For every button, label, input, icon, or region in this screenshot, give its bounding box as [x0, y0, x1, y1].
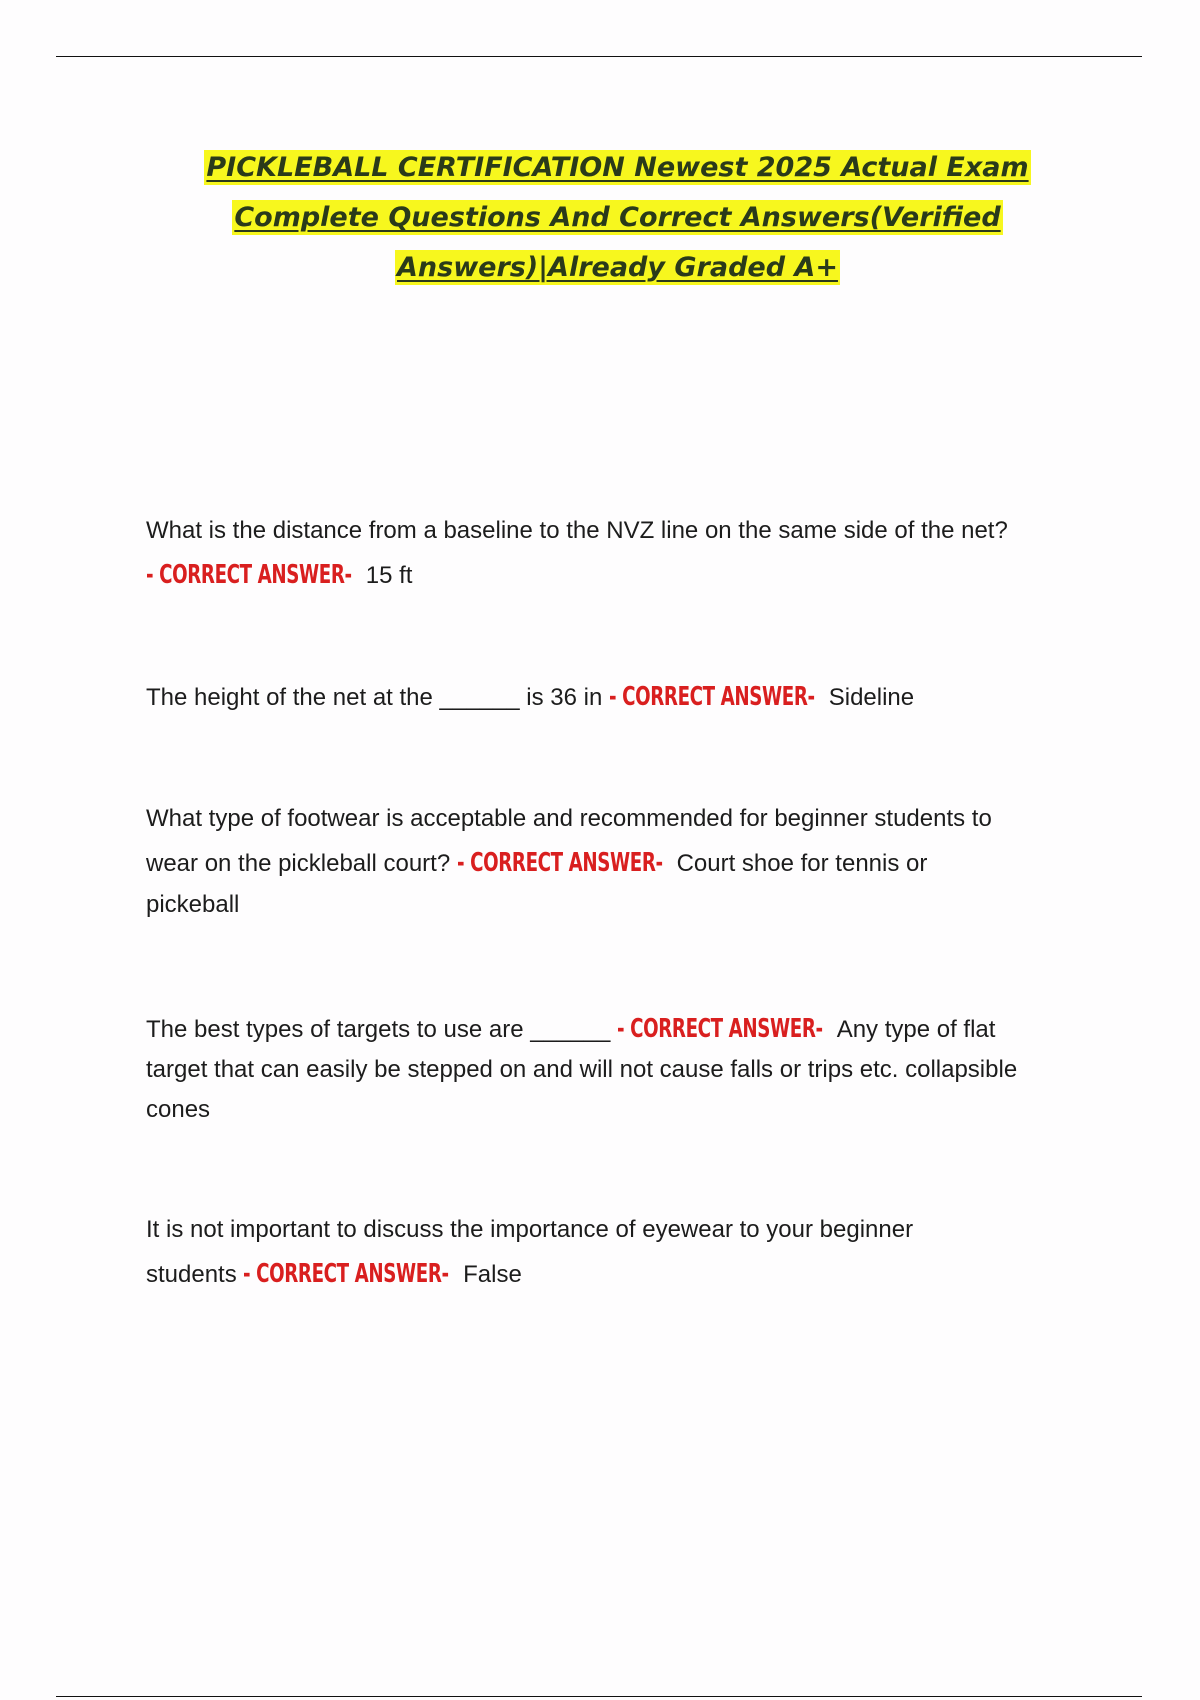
question-text: wear on the pickleball court?	[146, 850, 451, 877]
question-text: What type of footwear is acceptable and recommended for beginner students to	[146, 805, 992, 832]
correct-answer-marker: - CORRECT ANSWER-	[609, 682, 815, 712]
answer-text: False	[463, 1261, 522, 1288]
question-item-3	[146, 797, 1091, 924]
answer-text: 15 ft	[365, 562, 413, 589]
question-text: It is not important to discuss the importance of eyewear to your beginner	[146, 1216, 914, 1243]
answer-text: Court shoe for tennis or	[676, 850, 928, 877]
question-text: What is the distance from a baseline to the NVZ line on the same side of the net?	[146, 517, 1008, 544]
answer-text: Sideline	[828, 684, 915, 711]
correct-answer-marker: - CORRECT ANSWER-	[243, 1259, 450, 1289]
correct-answer-marker: - CORRECT ANSWER-	[456, 848, 663, 878]
question-item-2	[146, 675, 1091, 720]
title-line-2: Complete Questions And Correct Answers(Verified	[234, 202, 1001, 233]
title-line-3: Answers)|Already Graded A+	[397, 252, 838, 283]
document-title	[150, 143, 1085, 293]
question-text: The best types of targets to use are ______	[146, 1016, 611, 1043]
question-item-5	[146, 1208, 1091, 1297]
question-text: students	[146, 1261, 237, 1288]
question-text: The height of the net at the ______ is 36 in	[146, 684, 603, 711]
correct-answer-marker: - CORRECT ANSWER-	[616, 1014, 823, 1044]
question-item-1	[146, 509, 1091, 598]
answer-text: Any type of flat	[836, 1016, 996, 1043]
answer-continuation: target that can easily be stepped on and will not cause falls or trips etc. collapsible	[146, 1056, 1018, 1083]
answer-continuation: cones	[146, 1096, 211, 1123]
question-item-4	[146, 1009, 1091, 1130]
correct-answer-marker: - CORRECT ANSWER-	[146, 560, 352, 590]
header-rule	[56, 56, 1142, 57]
answer-continuation: pickeball	[146, 891, 240, 918]
title-line-1: PICKLEBALL CERTIFICATION Newest 2025 Actual Exam	[206, 152, 1029, 183]
footer-rule	[56, 1696, 1142, 1697]
